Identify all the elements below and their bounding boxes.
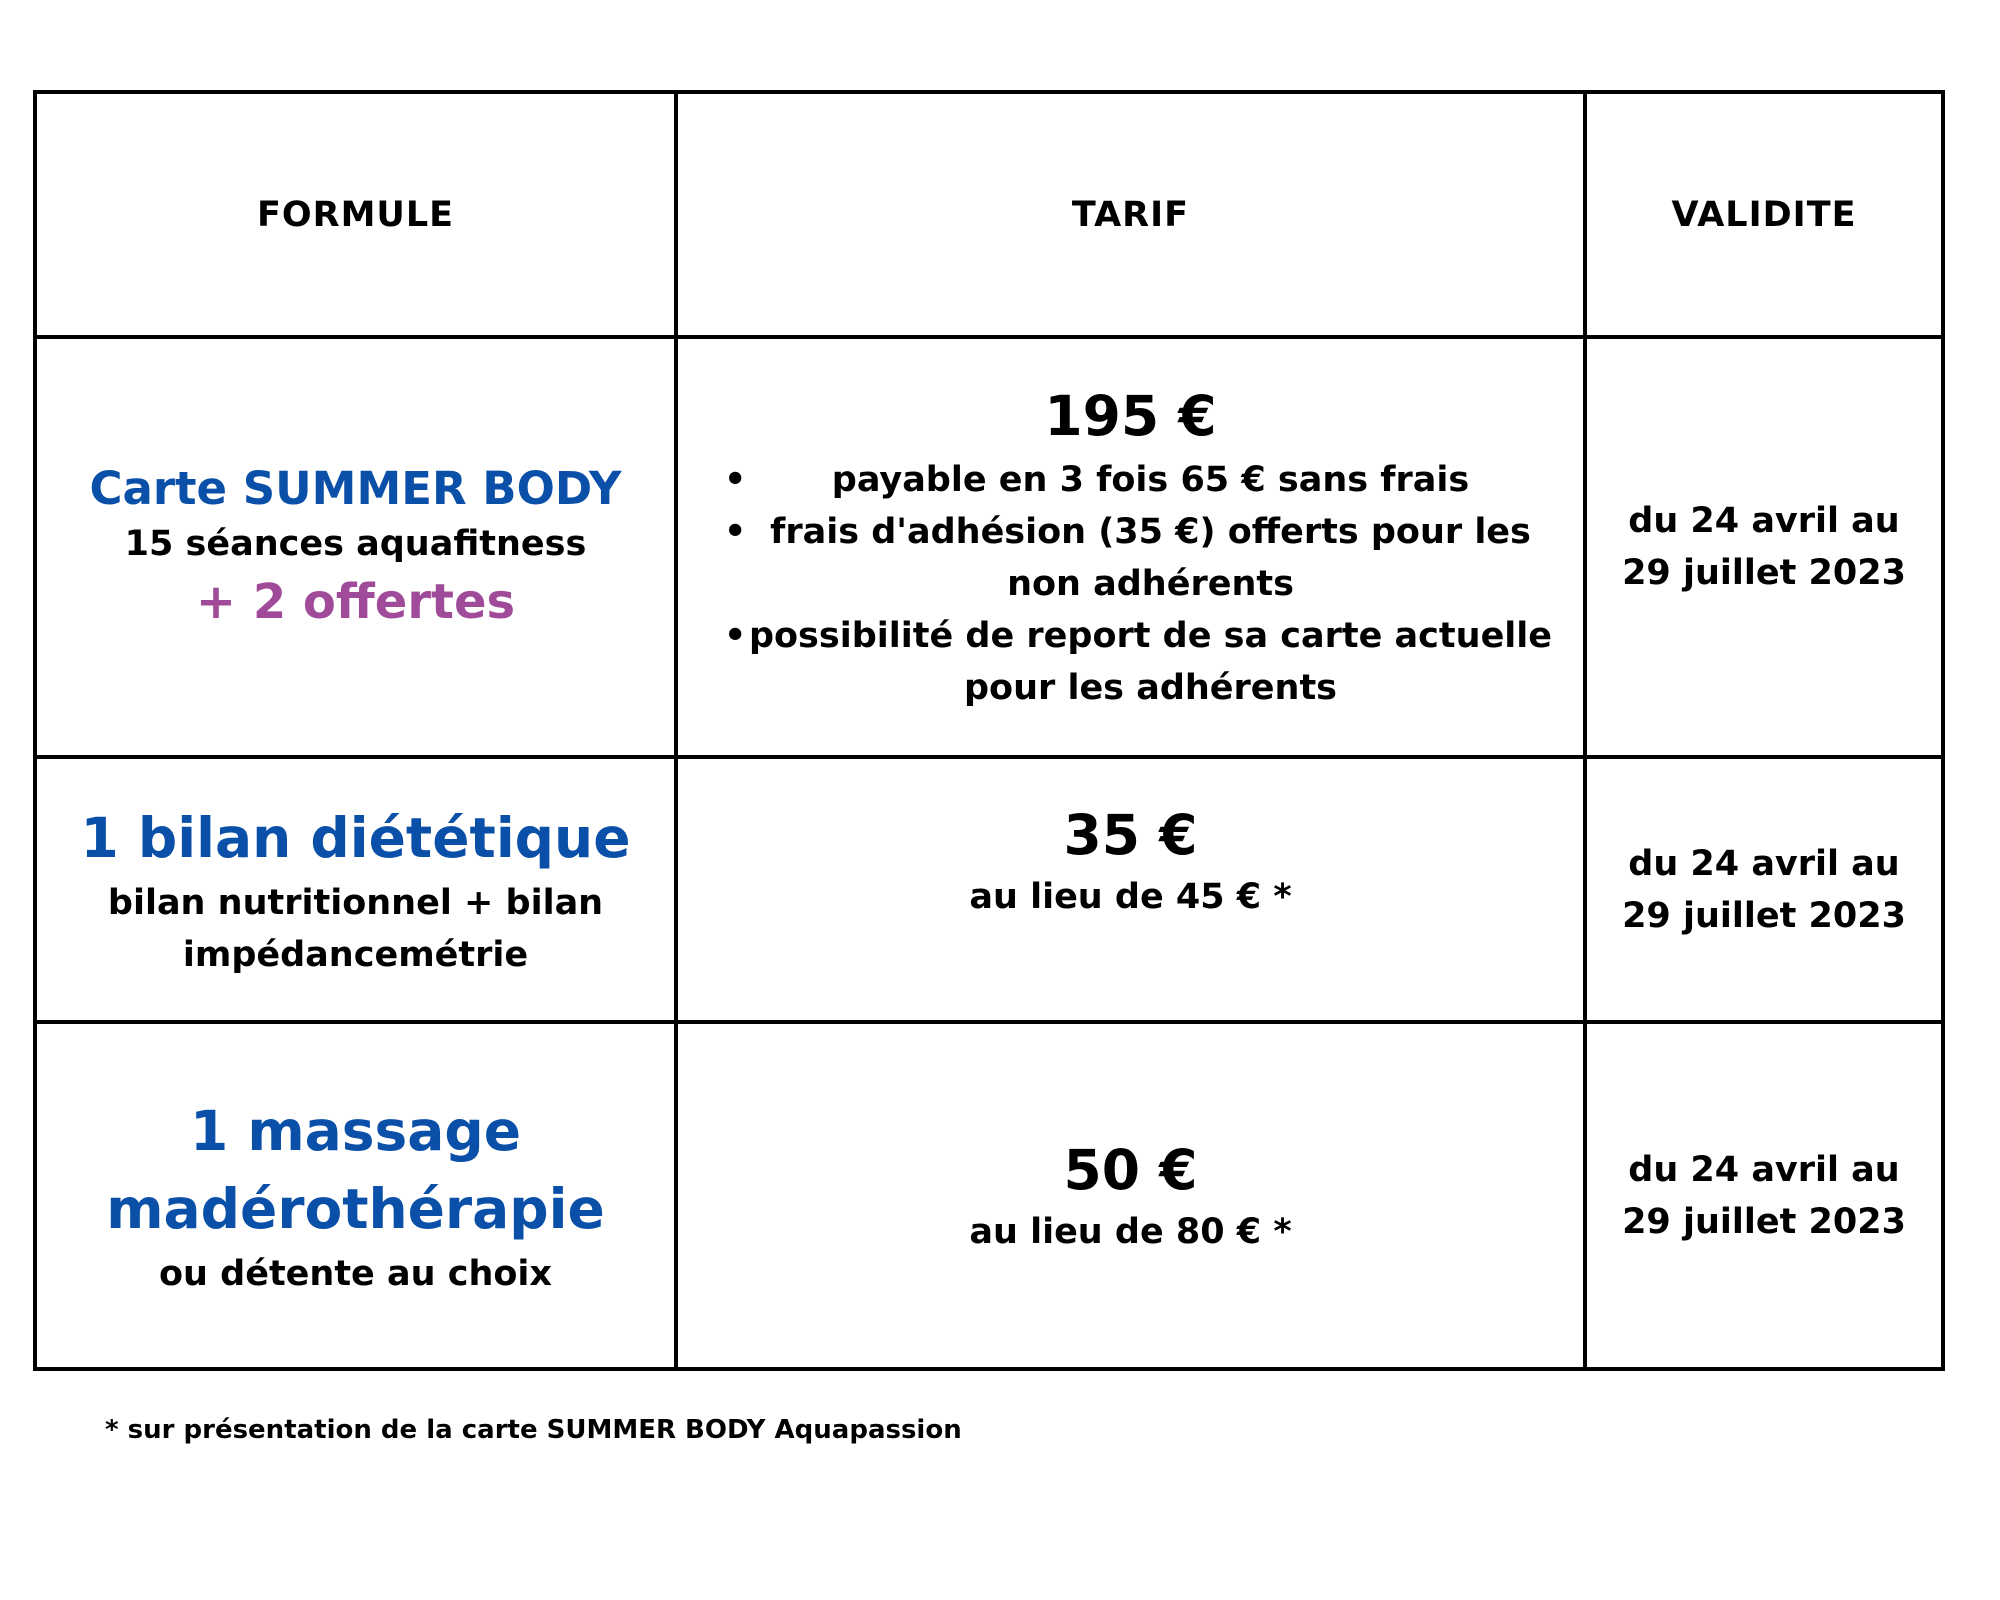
row1-price: 195 € xyxy=(1044,384,1217,448)
row1-validite-cell xyxy=(1587,339,1941,759)
row1-validity-line2: 29 juillet 2023 xyxy=(1622,553,1906,593)
row1-tarif-cell xyxy=(678,339,1587,759)
pricing-table xyxy=(33,90,1945,1371)
row2-validity-line2: 29 juillet 2023 xyxy=(1622,895,1906,936)
row2-validity-line1: du 24 avril au xyxy=(1628,843,1900,884)
row1-bullet-item: • possibilité de report de sa carte actuelle pour les adhérents xyxy=(708,610,1553,714)
row3-price-note: au lieu de 80 € * xyxy=(969,1211,1292,1252)
row2-formule-sub: bilan nutritionnel + bilan impédancemétrie xyxy=(107,882,604,975)
row3-formule-title-line1: 1 massage xyxy=(189,1098,522,1163)
row2-validite-cell xyxy=(1587,759,1941,1024)
header-tarif-cell xyxy=(678,94,1587,339)
row1-formule-offer: + 2 offertes xyxy=(195,574,516,630)
row1-formule-cell xyxy=(37,339,678,759)
row3-formule-title-line2: madérothérapie xyxy=(106,1176,605,1241)
footnote: * sur présentation de la carte SUMMER BODY Aquapassion xyxy=(105,1415,962,1445)
row2-formule-cell xyxy=(37,759,678,1024)
row3-price: 50 € xyxy=(1063,1137,1198,1202)
row1-formule-sub: 15 séances aquafitness xyxy=(124,524,587,564)
header-formule-cell xyxy=(37,94,678,339)
row1-bullet-item: • frais d'adhésion (35 €) offerts pour les non adhérents xyxy=(708,506,1553,610)
row2-formule-title: 1 bilan diététique xyxy=(80,805,631,870)
row3-validity-line1: du 24 avril au xyxy=(1628,1149,1900,1190)
header-validite: VALIDITE xyxy=(1671,194,1857,235)
row1-validity-line1: du 24 avril au xyxy=(1628,501,1900,541)
header-tarif: TARIF xyxy=(1071,194,1190,235)
row3-validity-line2: 29 juillet 2023 xyxy=(1622,1201,1906,1242)
header-formule: FORMULE xyxy=(256,194,455,235)
row3-formule-cell xyxy=(37,1024,678,1367)
row2-price: 35 € xyxy=(1063,803,1198,867)
row3-validite-cell xyxy=(1587,1024,1941,1367)
row2-price-note: au lieu de 45 € * xyxy=(969,877,1292,917)
header-validite-cell xyxy=(1587,94,1941,339)
row1-formule-title: Carte SUMMER BODY xyxy=(89,462,622,515)
row3-formule-sub: ou détente au choix xyxy=(159,1253,552,1294)
row1-bullet-item: • payable en 3 fois 65 € sans frais xyxy=(708,454,1553,506)
row3-tarif-cell xyxy=(678,1024,1587,1367)
row2-tarif-cell xyxy=(678,759,1587,1024)
row1-bullet-list xyxy=(708,454,1553,714)
